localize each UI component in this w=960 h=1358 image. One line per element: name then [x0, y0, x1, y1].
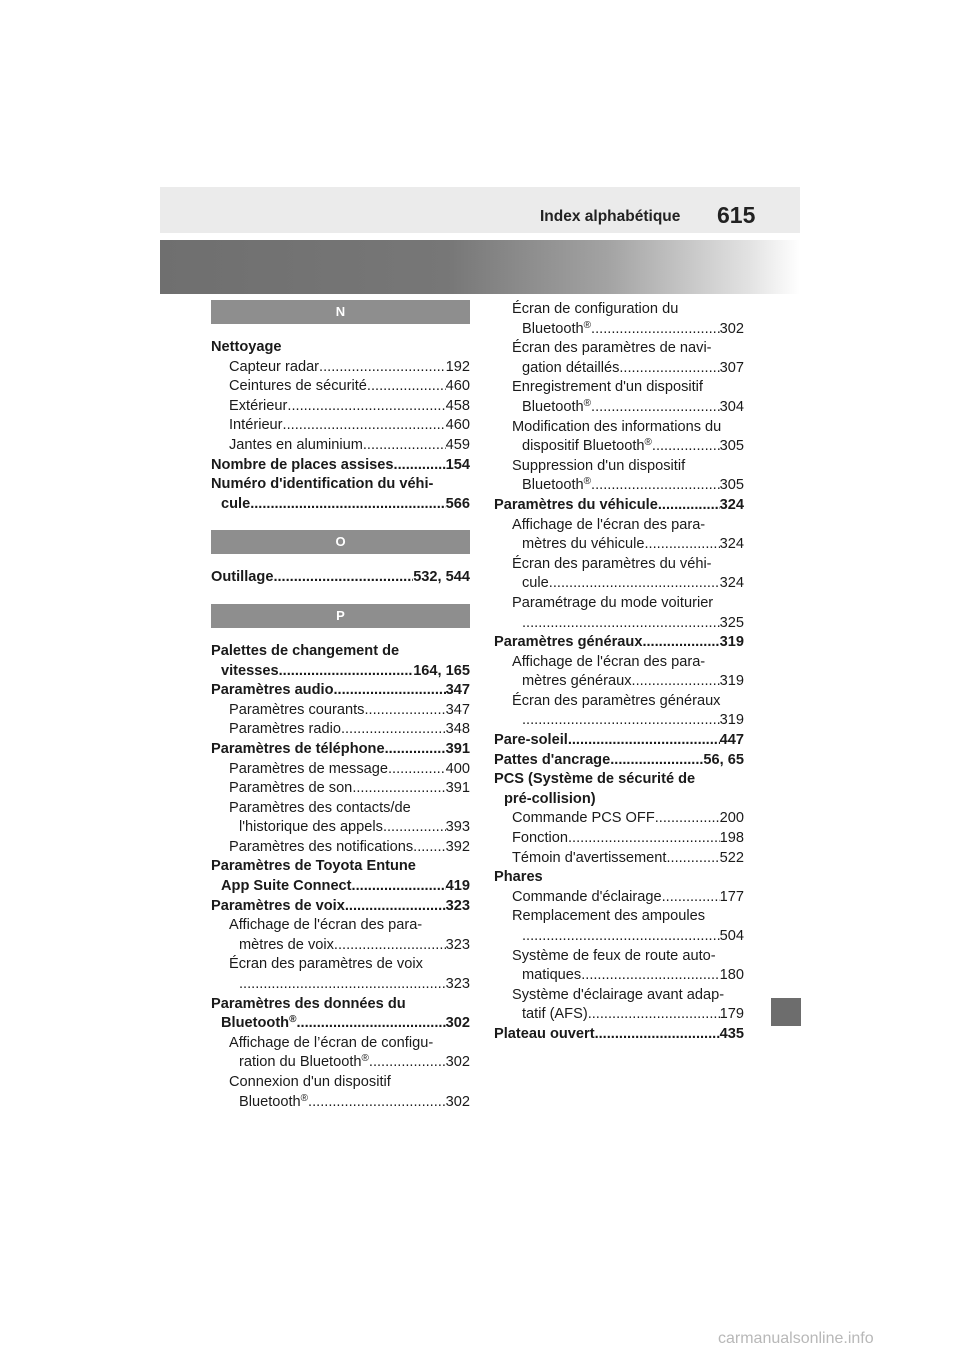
entry-label: cule [522, 575, 549, 592]
section-header-o: O [211, 530, 470, 554]
watermark: carmanualsonline.info [718, 1330, 874, 1347]
page-header-bar [160, 187, 800, 233]
entry-page: 447 [719, 732, 744, 749]
entry-label: gation détaillés [522, 359, 620, 376]
entry-label: Ceintures de sécurité [229, 378, 367, 395]
entry-label: Capteur radar [229, 358, 320, 375]
entry-page: 164, 165 [413, 662, 470, 679]
index-subentry-label-line: Écran des paramètres généraux [512, 692, 721, 709]
entry-label: Pare-soleil [494, 732, 568, 749]
entry-page: 458 [445, 397, 470, 414]
index-subentry [211, 701, 470, 721]
index-subentry [211, 397, 470, 417]
index-entry [211, 681, 470, 701]
registered-mark: ® [583, 397, 592, 409]
index-entry-phares: Phares [494, 869, 543, 886]
index-subentry [494, 672, 744, 692]
index-subentry [494, 398, 744, 418]
entry-page: 302 [445, 1054, 470, 1071]
entry-page: 192 [445, 358, 470, 375]
index-subentry [211, 760, 470, 780]
index-subentry [494, 535, 744, 555]
index-subentry-label-line: Système d'éclairage avant adap- [512, 986, 725, 1003]
entry-label: vitesses [221, 662, 279, 679]
entry-label: Jantes en aluminium [229, 436, 363, 453]
entry-page: 435 [719, 1025, 744, 1042]
entry-page: 348 [445, 721, 470, 738]
index-entry-label-line: Paramètres de Toyota Entune [211, 858, 416, 875]
entry-page: 347 [445, 701, 470, 718]
index-subentry [494, 927, 744, 947]
entry-page: 319 [719, 673, 744, 690]
index-subentry [494, 966, 744, 986]
entry-page: 305 [719, 438, 744, 455]
entry-label: Commande d'éclairage [512, 888, 662, 905]
entry-page: 391 [445, 740, 470, 757]
index-subentry [494, 711, 744, 731]
index-subentry-label-line: Écran des paramètres de navi- [512, 340, 712, 357]
entry-label: cule [221, 495, 251, 512]
page-number: 615 [717, 202, 756, 228]
index-subentry [211, 936, 470, 956]
entry-page: 392 [445, 838, 470, 855]
index-entry-label-line: Palettes de changement de [211, 642, 400, 659]
index-entry [211, 877, 470, 897]
entry-page: 324 [719, 575, 744, 592]
entry-page: 304 [719, 398, 744, 415]
registered-mark: ® [583, 476, 592, 488]
index-subentry [211, 377, 470, 397]
entry-label: Paramètres des notifications [229, 838, 414, 855]
entry-label: Paramètres de message [229, 760, 388, 777]
index-subentry [211, 436, 470, 456]
index-entry [211, 456, 470, 476]
registered-mark: ® [289, 1014, 297, 1026]
entry-page: 460 [445, 378, 470, 395]
entry-label: Paramètres radio [229, 721, 341, 738]
entry-label: mètres généraux [522, 673, 632, 690]
entry-page: 200 [719, 810, 744, 827]
entry-label: Fonction [512, 830, 568, 847]
index-subentry [211, 358, 470, 378]
index-subentry-label-line: Paramétrage du mode voiturier [512, 594, 714, 611]
entry-page: 323 [445, 897, 470, 914]
index-subentry-label-line: Affichage de l'écran des para- [229, 917, 423, 934]
index-subentry-label-line: Affichage de l’écran de configu- [229, 1034, 434, 1051]
entry-page: 324 [719, 496, 744, 513]
index-entry [211, 495, 470, 515]
entry-label: Bluetooth [522, 477, 584, 494]
entry-label: Paramètres audio [211, 682, 334, 699]
section-header-p: P [211, 604, 470, 628]
index-entry-label-line: PCS (Système de sécurité de [494, 771, 696, 788]
index-subentry-label-line: Remplacement des ampoules [512, 908, 706, 925]
entry-page: 400 [445, 760, 470, 777]
index-subentry-label-line: Suppression d'un dispositif [512, 457, 686, 474]
index-subentry [211, 975, 470, 995]
entry-label: Paramètres de téléphone [211, 740, 385, 757]
entry-label: Commande PCS OFF [512, 810, 655, 827]
entry-page: 302 [445, 1093, 470, 1110]
entry-page: 154 [445, 456, 470, 473]
entry-page: 319 [719, 634, 744, 651]
index-subentry-label-line: Affichage de l'écran des para- [512, 653, 706, 670]
index-subentry [211, 1053, 470, 1073]
registered-mark: ® [300, 1092, 309, 1104]
index-subentry [494, 1005, 744, 1025]
entry-label: Nombre de places assises [211, 456, 394, 473]
index-subentry [494, 888, 744, 908]
entry-label: Paramètres du véhicule [494, 496, 658, 513]
entry-label: dispositif Bluetooth [522, 438, 645, 455]
index-subentry-label-line: Affichage de l'écran des para- [512, 516, 706, 533]
index-subentry [494, 437, 744, 457]
entry-label: Outillage [211, 569, 274, 586]
entry-page: 324 [719, 536, 744, 553]
entry-page: 198 [719, 830, 744, 847]
entry-page: 177 [719, 888, 744, 905]
entry-label: Témoin d'avertissement [512, 849, 667, 866]
entry-label: Intérieur [229, 417, 283, 434]
entry-label: Plateau ouvert [494, 1025, 595, 1042]
index-subentry [494, 829, 744, 849]
index-column-right [494, 300, 744, 1045]
entry-page: 305 [719, 477, 744, 494]
section-side-tab [771, 998, 801, 1026]
index-entry [211, 1014, 470, 1034]
index-entry-label-line: Paramètres des données du [211, 995, 406, 1012]
index-entry-label-line: pré-collision) [504, 790, 596, 807]
index-entry [494, 633, 744, 653]
index-subentry-label-line: Écran de configuration du [512, 301, 679, 317]
index-subentry [494, 320, 744, 340]
registered-mark: ® [361, 1053, 369, 1065]
entry-page: 532, 544 [413, 569, 470, 586]
index-subentry-label-line: Écran des paramètres du véhi- [512, 555, 712, 572]
registered-mark: ® [644, 437, 652, 449]
index-entry [494, 731, 744, 751]
index-entry [211, 740, 470, 760]
index-subentry-label-line: Écran des paramètres de voix [229, 956, 423, 973]
index-subentry-label-line: Modification des informations du [512, 418, 722, 435]
entry-page: 180 [719, 967, 744, 984]
index-subentry [211, 416, 470, 436]
section-header-n: N [211, 300, 470, 324]
entry-page: 419 [445, 878, 470, 895]
entry-label: Bluetooth [522, 398, 584, 415]
registered-mark: ® [583, 319, 592, 331]
index-subentry [494, 809, 744, 829]
index-subentry-label-line: Enregistrement d'un dispositif [512, 379, 703, 396]
entry-label: matiques [522, 967, 582, 984]
index-entry-nettoyage: Nettoyage [211, 339, 282, 355]
entry-label: Bluetooth [239, 1093, 301, 1110]
entry-label: ration du Bluetooth [239, 1054, 362, 1071]
entry-page: 347 [445, 682, 470, 699]
entry-page: 522 [719, 849, 744, 866]
entry-label: tatif (AFS) [522, 1006, 588, 1023]
entry-label: Paramètres de voix [211, 897, 345, 914]
entry-page: 566 [445, 495, 470, 512]
index-entry [494, 496, 744, 516]
entry-page: 393 [445, 819, 470, 836]
entry-page: 307 [719, 359, 744, 376]
index-subentry [211, 838, 470, 858]
index-subentry [494, 359, 744, 379]
index-subentry [211, 779, 470, 799]
entry-page: 56, 65 [703, 751, 744, 768]
index-entry [211, 662, 470, 682]
index-subentry [494, 574, 744, 594]
entry-label: Pattes d'ancrage [494, 751, 611, 768]
entry-page: 391 [445, 780, 470, 797]
entry-label: l'historique des appels [239, 819, 383, 836]
entry-label: Paramètres généraux [494, 634, 643, 651]
entry-page: 459 [445, 436, 470, 453]
entry-page: 302 [719, 320, 744, 337]
entry-page: 325 [719, 614, 744, 631]
entry-label: App Suite Connect [221, 878, 352, 895]
entry-page: 460 [445, 417, 470, 434]
index-subentry [494, 476, 744, 496]
entry-label: Bluetooth [522, 320, 584, 337]
index-entry [211, 568, 470, 588]
header-gradient-band [160, 240, 800, 294]
entry-page: 179 [719, 1006, 744, 1023]
entry-page: 319 [719, 712, 744, 729]
index-subentry-label-line: Connexion d'un dispositif [229, 1074, 391, 1090]
index-subentry [211, 1093, 470, 1113]
index-subentry [211, 720, 470, 740]
index-subentry [494, 849, 744, 869]
index-entry [494, 751, 744, 771]
entry-label: Extérieur [229, 397, 288, 414]
index-entry [494, 1025, 744, 1045]
entry-label: Paramètres courants [229, 701, 365, 718]
index-subentry [211, 818, 470, 838]
index-entry-label-line: Numéro d'identification du véhi- [211, 476, 434, 493]
entry-label: Paramètres de son [229, 780, 353, 797]
entry-page: 323 [445, 976, 470, 993]
index-subentry-label-line: Système de feux de route auto- [512, 947, 716, 964]
index-subentry [494, 614, 744, 634]
entry-page: 323 [445, 936, 470, 953]
index-column-left [211, 300, 470, 1112]
index-entry [211, 897, 470, 917]
entry-label: Bluetooth [221, 1015, 290, 1032]
entry-label: mètres du véhicule [522, 536, 645, 553]
entry-label: mètres de voix [239, 936, 334, 953]
entry-page: 302 [445, 1015, 470, 1032]
page-title: Index alphabétique [540, 208, 681, 225]
index-subentry-label-line: Paramètres des contacts/de [229, 799, 411, 816]
entry-page: 504 [719, 928, 744, 944]
